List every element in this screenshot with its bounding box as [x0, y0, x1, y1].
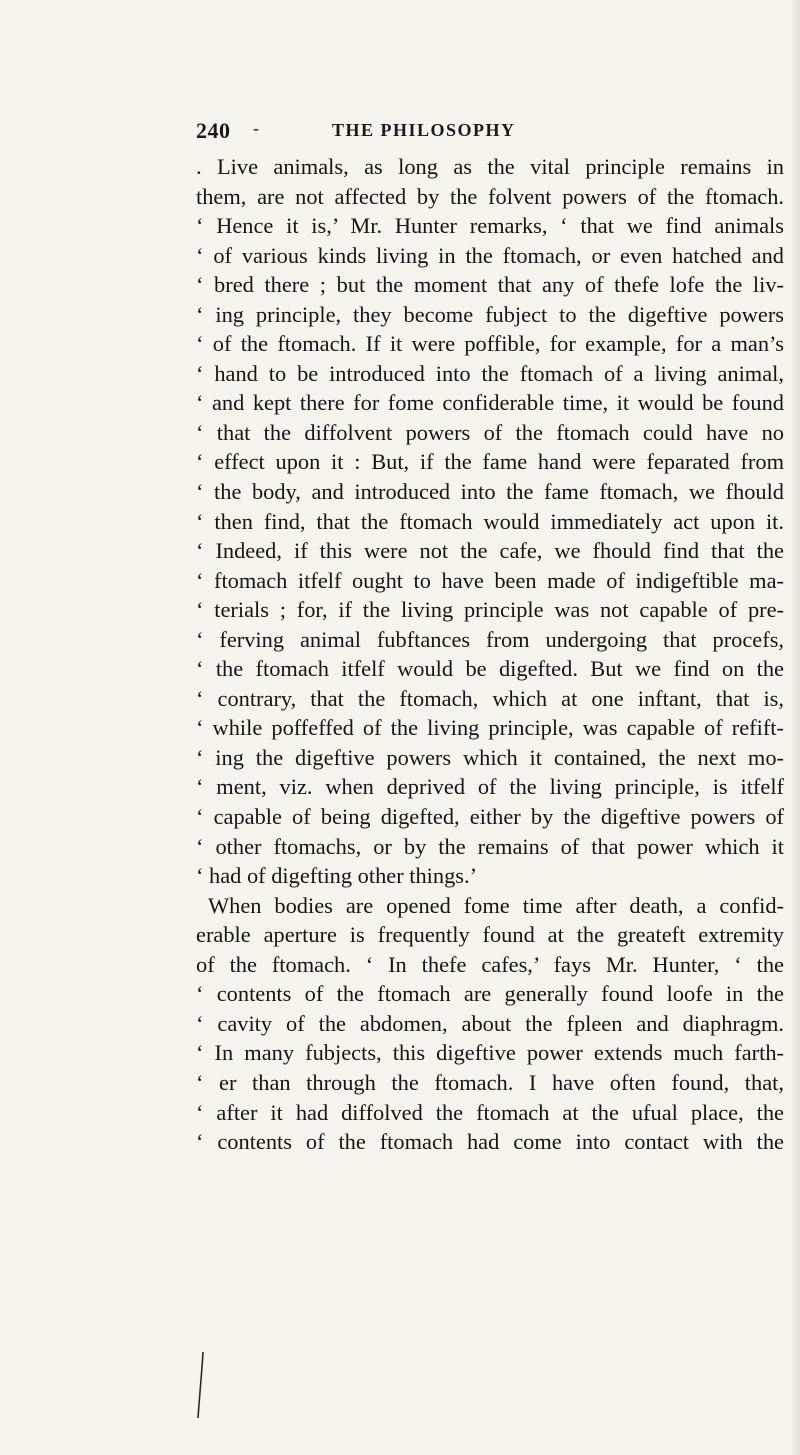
text-line: ‘ ftomach itfelf ought to have been made of indigeftible ma- — [196, 567, 784, 593]
text-line: ‘ bred there ; but the moment that any of thefe lofe the liv- — [196, 272, 784, 298]
text-line: ‘ the body, and introduced into the fame ftomach, we fhould — [196, 479, 784, 505]
text-line: ‘ while poffeffed of the living principle, was capable of refift- — [196, 715, 784, 741]
text-line: ‘ contents of the ftomach had come into contact with the — [196, 1129, 784, 1155]
text-line: When bodies are opened fome time after death, a confid- — [208, 892, 784, 918]
text-line: ‘ contrary, that the ftomach, which at one inftant, that is, — [196, 685, 784, 711]
page-edge-shadow — [792, 0, 800, 1455]
body-text — [196, 152, 784, 1157]
text-line: ‘ that the diffolvent powers of the ftomach could have no — [196, 419, 784, 445]
text-line: ‘ of various kinds living in the ftomach, or even hatched and — [196, 242, 784, 268]
text-line: ‘ after it had diffolved the ftomach at the ufual place, the — [196, 1099, 784, 1125]
text-line: ‘ ment, viz. when deprived of the living principle, is itfelf — [196, 774, 784, 800]
text-line: ‘ Hence it is,’ Mr. Hunter remarks, ‘ that we find animals — [196, 213, 784, 239]
text-line: ‘ then find, that the ftomach would immediately act upon it. — [196, 508, 784, 534]
text-line: ‘ cavity of the abdomen, about the fpleen and diaphragm. — [196, 1010, 784, 1036]
text-line: ‘ terials ; for, if the living principle was not capable of pre- — [196, 597, 784, 623]
text-line: ‘ and kept there for fome confiderable time, it would be found — [196, 390, 784, 416]
text-line: ‘ ferving animal fubftances from undergoing that procefs, — [196, 626, 784, 652]
text-line: ‘ contents of the ftomach are generally found loofe in the — [196, 981, 784, 1007]
text-line: erable aperture is frequently found at the greateft extremity — [196, 922, 784, 948]
text-line: ‘ effect upon it : But, if the fame hand were feparated from — [196, 449, 784, 475]
text-line: ‘ had of digefting other things.’ — [196, 863, 478, 889]
text-line: ‘ capable of being digefted, either by the digeftive powers of — [196, 804, 784, 830]
text-line: . Live animals, as long as the vital principle remains in — [196, 154, 784, 179]
text-line: ‘ Indeed, if this were not the cafe, we fhould find that the — [196, 538, 784, 564]
text-line: ‘ the ftomach itfelf would be digefted. But we find on the — [196, 656, 784, 682]
page-header — [196, 118, 796, 148]
text-line: ‘ other ftomachs, or by the remains of that power which it — [196, 833, 784, 859]
running-head: THE PHILOSOPHY — [332, 120, 516, 140]
text-line: them, are not affected by the folvent powers of the ftomach. — [196, 183, 784, 209]
page-number: 240 — [196, 118, 231, 143]
text-line: ‘ er than through the ftomach. I have often found, that, — [196, 1069, 784, 1095]
text-line: ‘ ing the digeftive powers which it contained, the next mo- — [196, 744, 784, 770]
text-line: of the ftomach. ‘ In thefe cafes,’ fays Mr. Hunter, ‘ the — [196, 951, 784, 977]
text-line: ‘ hand to be introduced into the ftomach of a living animal, — [196, 360, 784, 386]
text-line: ‘ ing principle, they become fubject to the digeftive powers — [196, 301, 784, 327]
header-separator: - — [253, 118, 259, 138]
margin-mark — [196, 1350, 206, 1420]
text-line: ‘ In many fubjects, this digeftive power extends much farth- — [196, 1040, 784, 1066]
text-line: ‘ of the ftomach. If it were poffible, for example, for a man’s — [196, 331, 784, 357]
